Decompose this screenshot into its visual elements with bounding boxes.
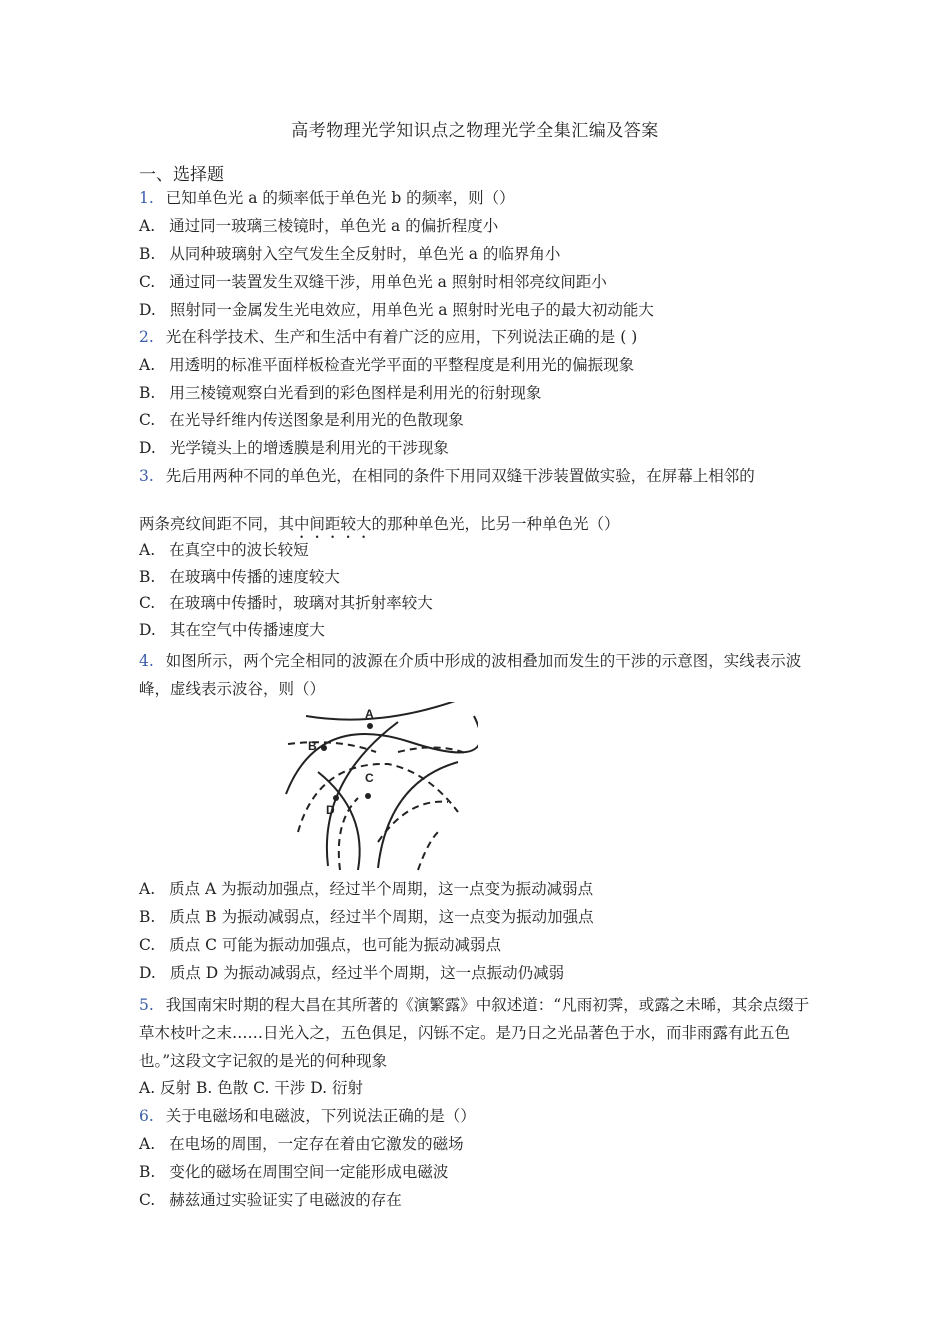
- question-stem: 已知单色光 a 的频率低于单色光 b 的频率，则（）: [165, 189, 515, 207]
- point-a-marker: [367, 723, 373, 729]
- question-number: 6.: [139, 1107, 154, 1125]
- q4-option-a: A. 质点 A 为振动加强点，经过半个周期，这一点变为振动减弱点: [139, 880, 594, 898]
- question-number: 4.: [139, 652, 154, 670]
- question-3-cont: 两条亮纹间距不同，其中间距较大的那种单色光，比另一种单色光（）: [139, 515, 620, 533]
- point-d-label: D: [326, 803, 335, 817]
- question-number: 3.: [139, 467, 154, 485]
- question-number: 2.: [139, 328, 154, 346]
- question-1: [139, 188, 819, 208]
- q2-option-d: D. 光学镜头上的增透膜是利用光的干涉现象: [139, 439, 449, 457]
- q1-option-b: B. 从同种玻璃射入空气发生全反射时，单色光 a 的临界角小: [139, 245, 561, 263]
- point-b-marker: [321, 745, 327, 751]
- q4-option-b: B. 质点 B 为振动减弱点，经过半个周期，这一点变为振动加强点: [139, 908, 594, 926]
- question-number: 1.: [139, 189, 154, 207]
- q2-option-a: A. 用透明的标准平面样板检查光学平面的平整程度是利用光的偏振现象: [139, 356, 635, 374]
- trough-arc: [418, 832, 438, 870]
- emphasis-text: 中间距较大: [294, 515, 372, 533]
- question-4: [139, 647, 819, 703]
- q1-option-c: C. 通过同一装置发生双缝干涉，用单色光 a 照射时相邻亮纹间距小: [139, 273, 607, 291]
- question-3: [139, 466, 819, 486]
- crest-arc: [286, 716, 478, 794]
- question-stem: 先后用两种不同的单色光，在相同的条件下用同双缝干涉装置做实验，在屏幕上相邻的: [165, 467, 755, 485]
- q2-option-c: C. 在光导纤维内传送图象是利用光的色散现象: [139, 411, 464, 429]
- q1-option-d: D. 照射同一金属发生光电效应，用单色光 a 照射时光电子的最大初动能大: [139, 301, 654, 319]
- question-2: [139, 327, 819, 347]
- q3-option-b: B. 在玻璃中传播的速度较大: [139, 568, 340, 586]
- question-stem: 如图所示，两个完全相同的波源在介质中形成的波相叠加而发生的干涉的示意图，实线表示波峰，虚线表示波谷，则（）: [139, 652, 802, 698]
- q6-option-a: A. 在电场的周围，一定存在着由它激发的磁场: [139, 1135, 464, 1153]
- trough-arc: [288, 742, 376, 752]
- q4-option-d: D. 质点 D 为振动减弱点，经过半个周期，这一点振动仍减弱: [139, 964, 565, 982]
- crest-arc: [306, 702, 458, 720]
- q1-option-a: A. 通过同一玻璃三棱镜时，单色光 a 的偏折程度小: [139, 217, 499, 235]
- question-stem: 光在科学技术、生产和生活中有着广泛的应用，下列说法正确的是 ( ): [165, 328, 638, 346]
- trough-arc: [339, 798, 358, 870]
- point-a-label: A: [365, 707, 374, 721]
- q3-option-c: C. 在玻璃中传播时，玻璃对其折射率较大: [139, 594, 433, 612]
- point-c-label: C: [365, 771, 374, 785]
- page-title: 高考物理光学知识点之物理光学全集汇编及答案: [291, 121, 659, 141]
- question-number: 5.: [139, 996, 154, 1014]
- crest-arc: [378, 762, 458, 868]
- trough-arc: [378, 802, 448, 842]
- question-6: [139, 1106, 819, 1126]
- q3-option-a: A. 在真空中的波长较短: [139, 541, 309, 559]
- question-stem: 我国南宋时期的程大昌在其所著的《演繁露》中叙述道：“凡雨初霁，或露之未晞，其余点缀于草木枝叶之末……日光入之，五色俱足，闪铄不定。是乃日之光品著色于水，而非雨露有此五色也。”这段文字记叙的是光的何种现象: [139, 996, 810, 1070]
- q2-option-b: B. 用三棱镜观察白光看到的彩色图样是利用光的衍射现象: [139, 384, 542, 402]
- q3-option-d: D. 其在空气中传播速度大: [139, 621, 325, 639]
- q6-option-c: C. 赫兹通过实验证实了电磁波的存在: [139, 1191, 402, 1209]
- point-d-marker: [333, 795, 339, 801]
- question-stem: 关于电磁场和电磁波，下列说法正确的是（）: [165, 1107, 476, 1125]
- point-c-marker: [365, 793, 371, 799]
- wave-interference-figure: [278, 702, 478, 874]
- section-heading: 一、选择题: [139, 165, 224, 185]
- question-5: [139, 991, 819, 1075]
- q4-option-c: C. 质点 C 可能为振动加强点，也可能为振动减弱点: [139, 936, 501, 954]
- q5-options: A. 反射 B. 色散 C. 干涉 D. 衍射: [139, 1079, 363, 1097]
- q6-option-b: B. 变化的磁场在周围空间一定能形成电磁波: [139, 1163, 449, 1181]
- point-b-label: B: [308, 739, 317, 753]
